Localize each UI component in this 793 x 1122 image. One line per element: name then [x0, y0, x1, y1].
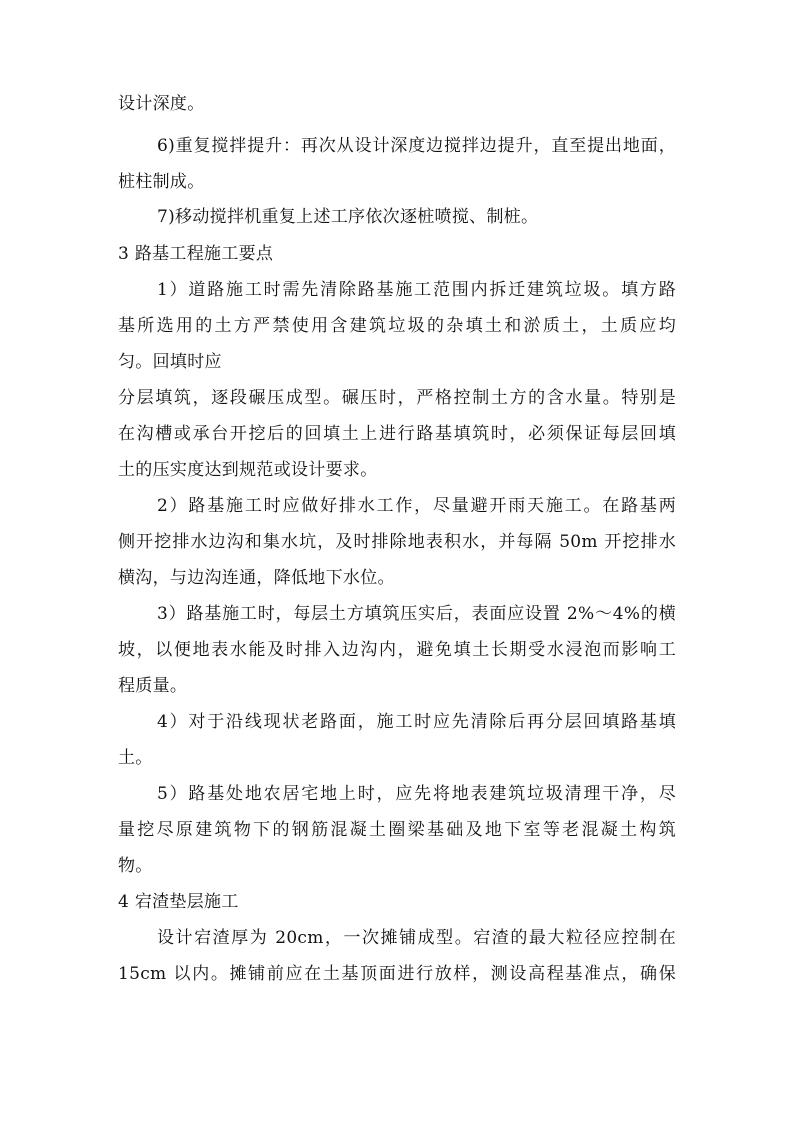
- text-line: 6)重复搅拌提升：再次从设计深度边搅拌边提升，直至提出地面，: [157, 136, 676, 156]
- text-line: 土的压实度达到规范或设计要求。: [118, 460, 378, 480]
- text-line: 桩柱制成。: [118, 172, 205, 192]
- text-line: 物。: [118, 856, 153, 876]
- text-line: 量挖尽原建筑物下的钢筋混凝土圈梁基础及地下室等老混凝土构筑: [118, 820, 676, 840]
- text-line: 15cm 以内。摊铺前应在土基顶面进行放样，测设高程基准点，确保: [118, 964, 676, 984]
- text-line: 土。: [118, 748, 153, 768]
- text-line: 在沟槽或承台开挖后的回填土上进行路基填筑时，必须保证每层回填: [118, 424, 676, 444]
- text-line: 横沟，与边沟连通，降低地下水位。: [118, 568, 395, 588]
- text-line: 设计深度。: [118, 94, 205, 114]
- text-line: 7)移动搅拌机重复上述工序依次逐桩喷搅、制桩。: [157, 207, 539, 227]
- text-line: 坡，以便地表水能及时排入边沟内，避免填土长期受水浸泡而影响工: [118, 640, 676, 660]
- text-line: 2）路基施工时应做好排水工作，尽量避开雨天施工。在路基两: [157, 496, 676, 516]
- text-line: 匀。回填时应: [118, 352, 222, 372]
- section-heading: 3 路基工程施工要点: [118, 244, 274, 264]
- text-line: 侧开挖排水边沟和集水坑，及时排除地表积水，并每隔 50m 开挖排水: [118, 532, 676, 552]
- text-line: 4）对于沿线现状老路面，施工时应先清除后再分层回填路基填: [157, 712, 676, 732]
- text-line: 分层填筑，逐段碾压成型。碾压时，严格控制土方的含水量。特别是: [118, 388, 676, 408]
- text-line: 基所选用的土方严禁使用含建筑垃圾的杂填土和淤质土，土质应均: [118, 316, 676, 336]
- section-heading: 4 宕渣垫层施工: [118, 892, 239, 912]
- text-line: 程质量。: [118, 676, 188, 696]
- text-line: 3）路基施工时，每层土方填筑压实后，表面应设置 2%～4%的横: [157, 604, 676, 624]
- text-line: 5）路基处地农居宅地上时，应先将地表建筑垃圾清理干净，尽: [157, 784, 676, 804]
- text-line: 设计宕渣厚为 20cm，一次摊铺成型。宕渣的最大粒径应控制在: [157, 928, 676, 948]
- text-line: 1）道路施工时需先清除路基施工范围内拆迁建筑垃圾。填方路: [157, 280, 676, 300]
